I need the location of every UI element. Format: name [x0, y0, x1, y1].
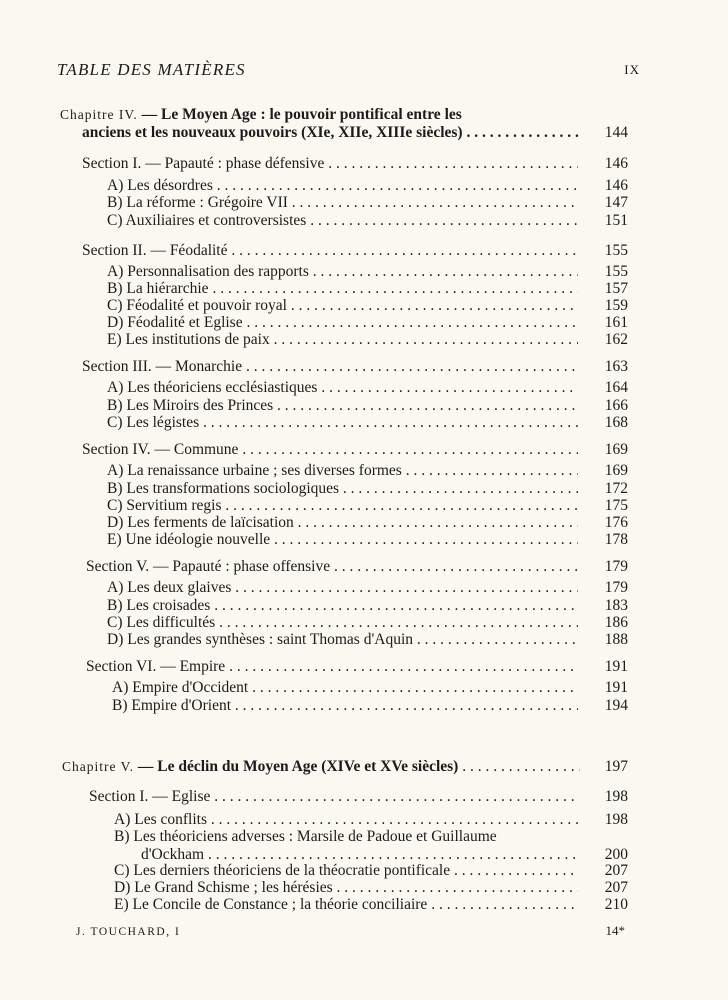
- toc-entry-label: D) Les grandes synthèses : saint Thomas d'Aquin . . .: [107, 631, 578, 649]
- toc-entry-label: B) Les théoriciens adverses : Marsile de Padoue et Guillaume: [114, 828, 497, 845]
- section-title: Section IV. — Commune . . .: [82, 441, 578, 459]
- toc-entry-page: 198: [604, 811, 628, 828]
- toc-entry[interactable]: [0, 263, 728, 281]
- toc-entry-page: 178: [604, 531, 628, 548]
- section-heading[interactable]: [0, 788, 728, 806]
- toc-entry-label: D) Féodalité et Eglise . . .: [107, 314, 578, 332]
- toc-entry[interactable]: [0, 212, 728, 230]
- toc-entry-page: 207: [604, 879, 628, 896]
- toc-entry[interactable]: [0, 194, 728, 212]
- section-page: 155: [604, 242, 628, 259]
- toc-entry-label: C) Les légistes . . .: [107, 414, 578, 432]
- footer-mark: 14*: [605, 923, 625, 938]
- toc-entry[interactable]: [0, 379, 728, 397]
- toc-entry-page: 176: [604, 514, 628, 531]
- chapter-heading-line-2: [0, 124, 728, 142]
- toc-entry-page: 183: [604, 597, 628, 614]
- toc-entry-page: 175: [604, 497, 628, 514]
- toc-entry-page: 166: [604, 397, 628, 414]
- section-heading[interactable]: [0, 155, 728, 173]
- toc-entry-label: E) Les institutions de paix . . .: [107, 331, 578, 349]
- section-title: Section III. — Monarchie . . .: [82, 358, 578, 376]
- toc-entry-label: C) Servitium regis . . .: [107, 497, 578, 515]
- toc-entry[interactable]: [0, 314, 728, 332]
- toc-entry-label: A) Les deux glaives . . .: [107, 579, 578, 597]
- toc-entry[interactable]: [0, 514, 728, 532]
- toc-entry-label: A) La renaissance urbaine ; ses diverses formes . . .: [107, 462, 578, 480]
- section-title: Section VI. — Empire . . .: [86, 658, 578, 676]
- chapter-label: Chapitre V.: [62, 759, 135, 774]
- toc-entry[interactable]: [0, 614, 728, 632]
- toc-entry-label: A) Les conflits . . .: [114, 811, 578, 829]
- section-title: Section V. — Papauté : phase offensive . . .: [86, 558, 578, 576]
- toc-entry[interactable]: [0, 597, 728, 615]
- toc-entry[interactable]: [0, 397, 728, 415]
- toc-entry-label: E) Une idéologie nouvelle . . .: [107, 531, 578, 549]
- chapter-page: 144: [604, 124, 628, 141]
- section-page: 179: [604, 558, 628, 575]
- toc-entry[interactable]: [0, 280, 728, 298]
- toc-entry[interactable]: [0, 879, 728, 897]
- toc-entry-page: 151: [604, 212, 628, 229]
- toc-entry-page: 207: [604, 862, 628, 879]
- toc-entry[interactable]: [0, 811, 728, 829]
- toc-entry-label: B) Empire d'Orient . . .: [112, 697, 578, 715]
- section-page: 191: [604, 658, 628, 675]
- section-page: 146: [604, 155, 628, 172]
- toc-entry-page: 147: [604, 194, 628, 211]
- section-page: 169: [604, 441, 628, 458]
- toc-entry-label: C) Auxiliaires et controversistes . . .: [107, 212, 578, 230]
- toc-entry-label: A) Personnalisation des rapports . . .: [107, 263, 578, 281]
- toc-entry-page: 210: [604, 896, 628, 913]
- toc-entry[interactable]: [0, 462, 728, 480]
- section-heading[interactable]: [0, 441, 728, 459]
- toc-entry-page: 164: [604, 379, 628, 396]
- toc-entry[interactable]: [0, 531, 728, 549]
- toc-entry[interactable]: [0, 579, 728, 597]
- toc-entry-page: 172: [604, 480, 628, 497]
- toc-entry-label: B) La réforme : Grégoire VII . . .: [107, 194, 578, 212]
- toc-entry[interactable]: [0, 828, 728, 846]
- toc-entry[interactable]: [0, 480, 728, 498]
- toc-entry[interactable]: [0, 177, 728, 195]
- toc-entry-label: B) Les transformations sociologiques . . .: [107, 480, 578, 498]
- section-heading[interactable]: [0, 558, 728, 576]
- toc-entry[interactable]: [0, 896, 728, 914]
- toc-entry-page: 188: [604, 631, 628, 648]
- toc-entry-label: C) Féodalité et pouvoir royal . . .: [107, 297, 578, 315]
- page-header-title: TABLE DES MATIÈRES: [57, 60, 246, 79]
- toc-entry[interactable]: [0, 331, 728, 349]
- toc-entry-page: 168: [604, 414, 628, 431]
- section-page: 198: [604, 788, 628, 805]
- toc-entry-page: 162: [604, 331, 628, 348]
- toc-entry[interactable]: [0, 697, 728, 715]
- toc-entry-page: 157: [604, 280, 628, 297]
- page-header-number: IX: [624, 62, 640, 77]
- toc-entry-label: d'Ockham . . .: [141, 846, 578, 864]
- toc-entry[interactable]: [0, 497, 728, 515]
- chapter-title: — Le Moyen Age : le pouvoir pontifical entre les: [141, 106, 462, 123]
- toc-entry-label: B) La hiérarchie . . .: [107, 280, 578, 298]
- toc-entry-page: 186: [604, 614, 628, 631]
- footer-signature: J. TOUCHARD, I: [76, 926, 181, 938]
- toc-entry-label: D) Les ferments de laïcisation . . .: [107, 514, 578, 532]
- chapter-label: Chapitre IV.: [60, 107, 138, 122]
- toc-entry-label: A) Empire d'Occident . . .: [112, 679, 578, 697]
- toc-entry-page: 200: [604, 846, 628, 863]
- toc-entry[interactable]: [0, 679, 728, 697]
- toc-entry-page: 194: [604, 697, 628, 714]
- section-title: Section II. — Féodalité . . .: [82, 242, 578, 260]
- toc-entry-label: C) Les difficultés . . .: [107, 614, 578, 632]
- section-title: Section I. — Eglise . . .: [89, 788, 578, 806]
- toc-entry-page: 155: [604, 263, 628, 280]
- toc-entry-label: B) Les croisades . . .: [107, 597, 578, 615]
- section-page: 163: [604, 358, 628, 375]
- toc-entry[interactable]: [0, 414, 728, 432]
- toc-entry-label: D) Le Grand Schisme ; les hérésies . . .: [114, 879, 578, 897]
- toc-entry-label: C) Les derniers théoriciens de la théocratie pontificale . . .: [114, 862, 578, 880]
- chapter-title: — Le déclin du Moyen Age (XIVe et XVe siècles): [137, 758, 459, 775]
- chapter-heading-v: [0, 758, 728, 776]
- toc-entry-label: E) Le Concile de Constance ; la théorie conciliaire . . .: [114, 896, 578, 914]
- toc-entry-label: A) Les désordres . . .: [107, 177, 578, 195]
- toc-entry-page: 191: [604, 679, 628, 696]
- toc-entry[interactable]: [0, 631, 728, 649]
- toc-entry-page: 169: [604, 462, 628, 479]
- toc-entry[interactable]: [0, 297, 728, 315]
- toc-entry[interactable]: [0, 862, 728, 880]
- section-heading[interactable]: [0, 358, 728, 376]
- toc-entry-page: 179: [604, 579, 628, 596]
- toc-entry-page: 159: [604, 297, 628, 314]
- toc-entry-page: 146: [604, 177, 628, 194]
- chapter-title-cont: anciens et les nouveaux pouvoirs (XIe, XIIe, XIIIe siècles) . . .: [82, 124, 580, 142]
- chapter-page: 197: [604, 758, 628, 775]
- toc-entry-page: 161: [604, 314, 628, 331]
- toc-entry-label: B) Les Miroirs des Princes . . .: [107, 397, 578, 415]
- section-heading[interactable]: [0, 658, 728, 676]
- toc-entry-label: A) Les théoriciens ecclésiastiques . . .: [107, 379, 578, 397]
- section-title: Section I. — Papauté : phase défensive . . .: [82, 155, 578, 173]
- section-heading[interactable]: [0, 242, 728, 260]
- chapter-heading-line-1: [0, 106, 728, 124]
